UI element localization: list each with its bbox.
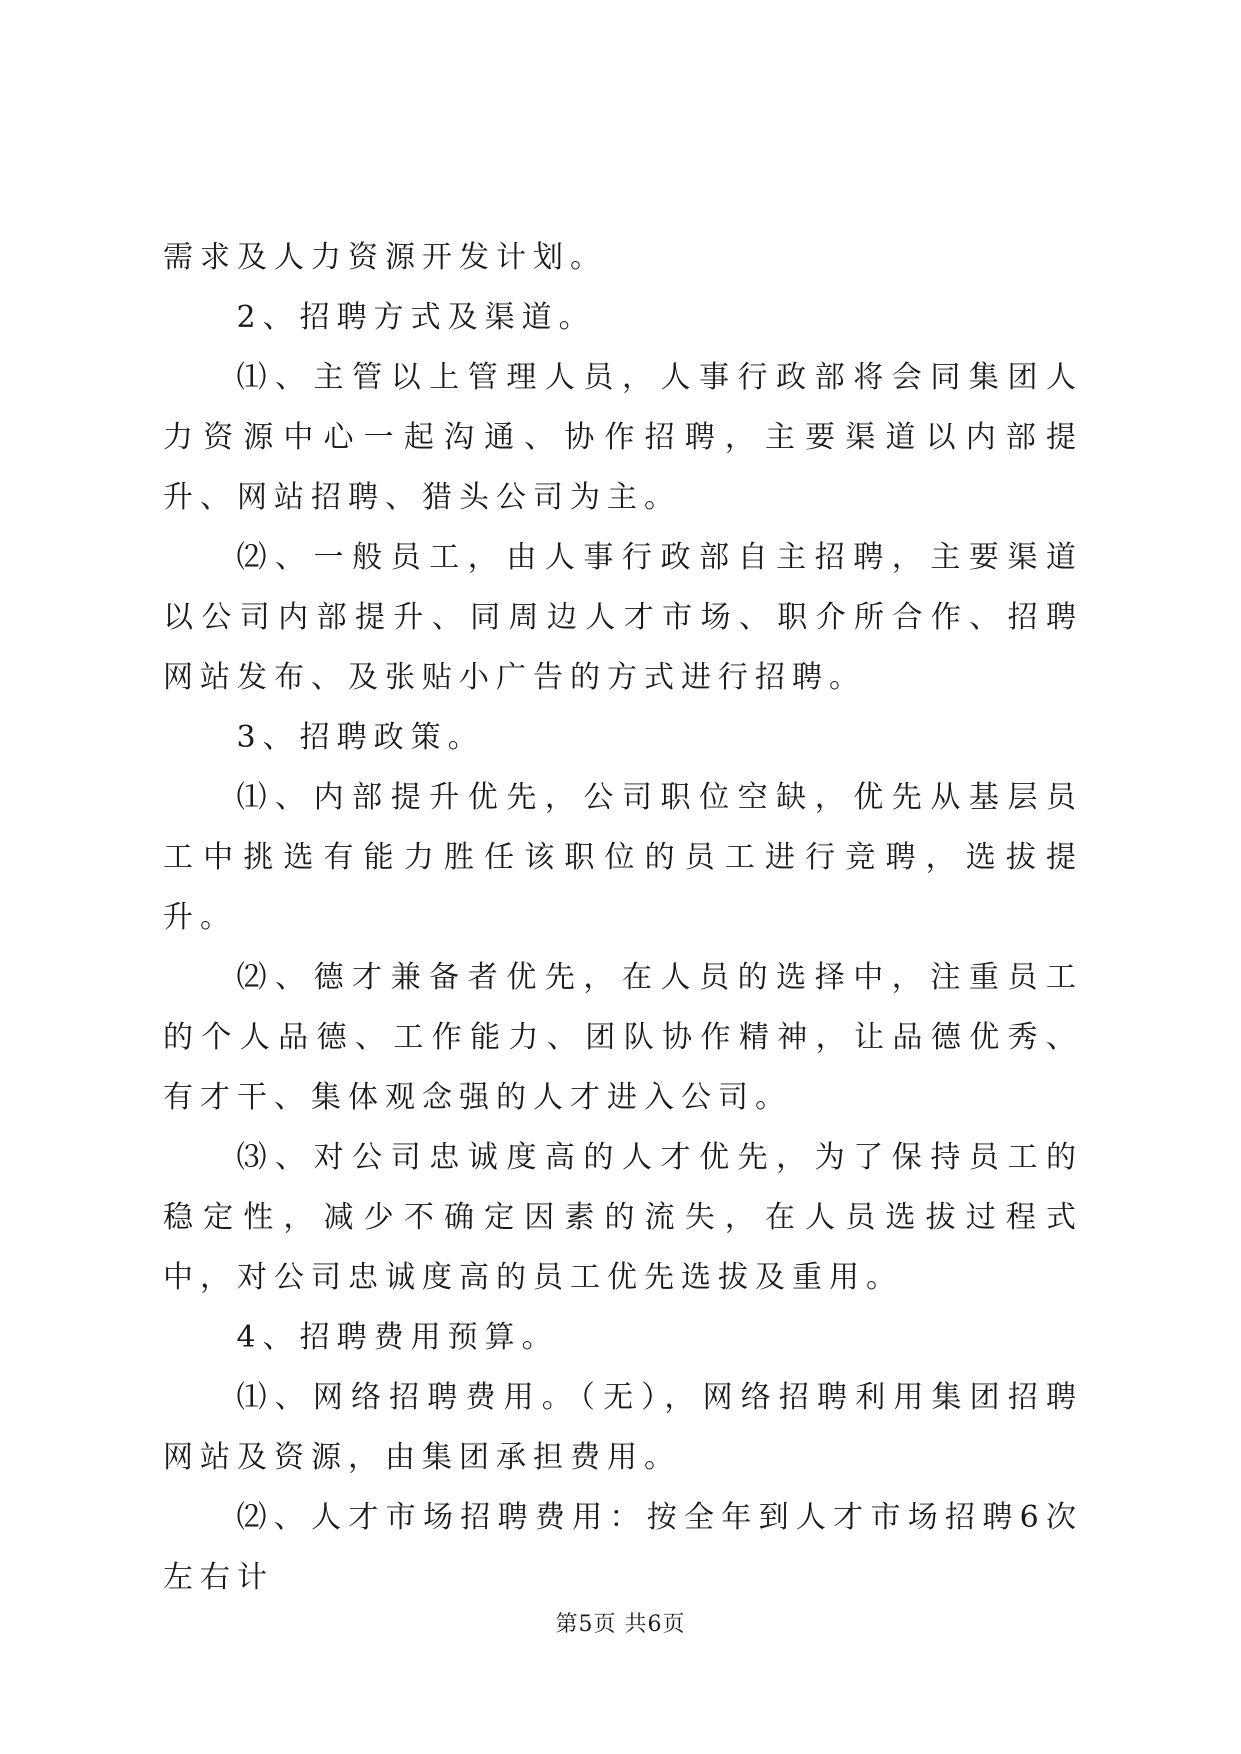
page-number-footer: 第5页 共6页 bbox=[555, 1612, 686, 1637]
section-heading-recruitment-budget: 4、招聘费用预算。 bbox=[236, 1320, 559, 1355]
section-heading-recruitment-policy: 3、招聘政策。 bbox=[236, 720, 485, 755]
paragraph-loyalty-priority: ⑶、对公司忠诚度高的人才优先，为了保持员工的稳定性，减少不确定因素的流失，在人员选拔过程式中，对公司忠诚度高的员工优先选拔及重用。 bbox=[163, 1140, 1083, 1295]
paragraph-managers-recruitment: ⑴、主管以上管理人员，人事行政部将会同集团人力资源中心一起沟通、协作招聘，主要渠道以内部提升、网站招聘、猎头公司为主。 bbox=[163, 360, 1083, 515]
paragraph-talent-market-cost: ⑵、人才市场招聘费用：按全年到人才市场招聘6次左右计 bbox=[163, 1500, 1083, 1595]
document-body bbox=[163, 228, 1083, 1608]
paragraph-merit-priority: ⑵、德才兼备者优先，在人员的选择中，注重员工的个人品德、工作能力、团队协作精神，让品德优秀、有才干、集体观念强的人才进入公司。 bbox=[163, 960, 1083, 1115]
paragraph-general-staff-recruitment: ⑵、一般员工，由人事行政部自主招聘，主要渠道以公司内部提升、同周边人才市场、职介所合作、招聘网站发布、及张贴小广告的方式进行招聘。 bbox=[163, 540, 1083, 695]
paragraph-internal-promotion: ⑴、内部提升优先，公司职位空缺，优先从基层员工中挑选有能力胜任该职位的员工进行竞聘，选拔提升。 bbox=[163, 780, 1083, 935]
paragraph-online-recruitment-cost: ⑴、网络招聘费用。（无），网络招聘利用集团招聘网站及资源，由集团承担费用。 bbox=[163, 1380, 1083, 1475]
section-heading-recruitment-channels: 2、招聘方式及渠道。 bbox=[236, 300, 596, 335]
paragraph-continuation: 需求及人力资源开发计划。 bbox=[163, 240, 607, 275]
